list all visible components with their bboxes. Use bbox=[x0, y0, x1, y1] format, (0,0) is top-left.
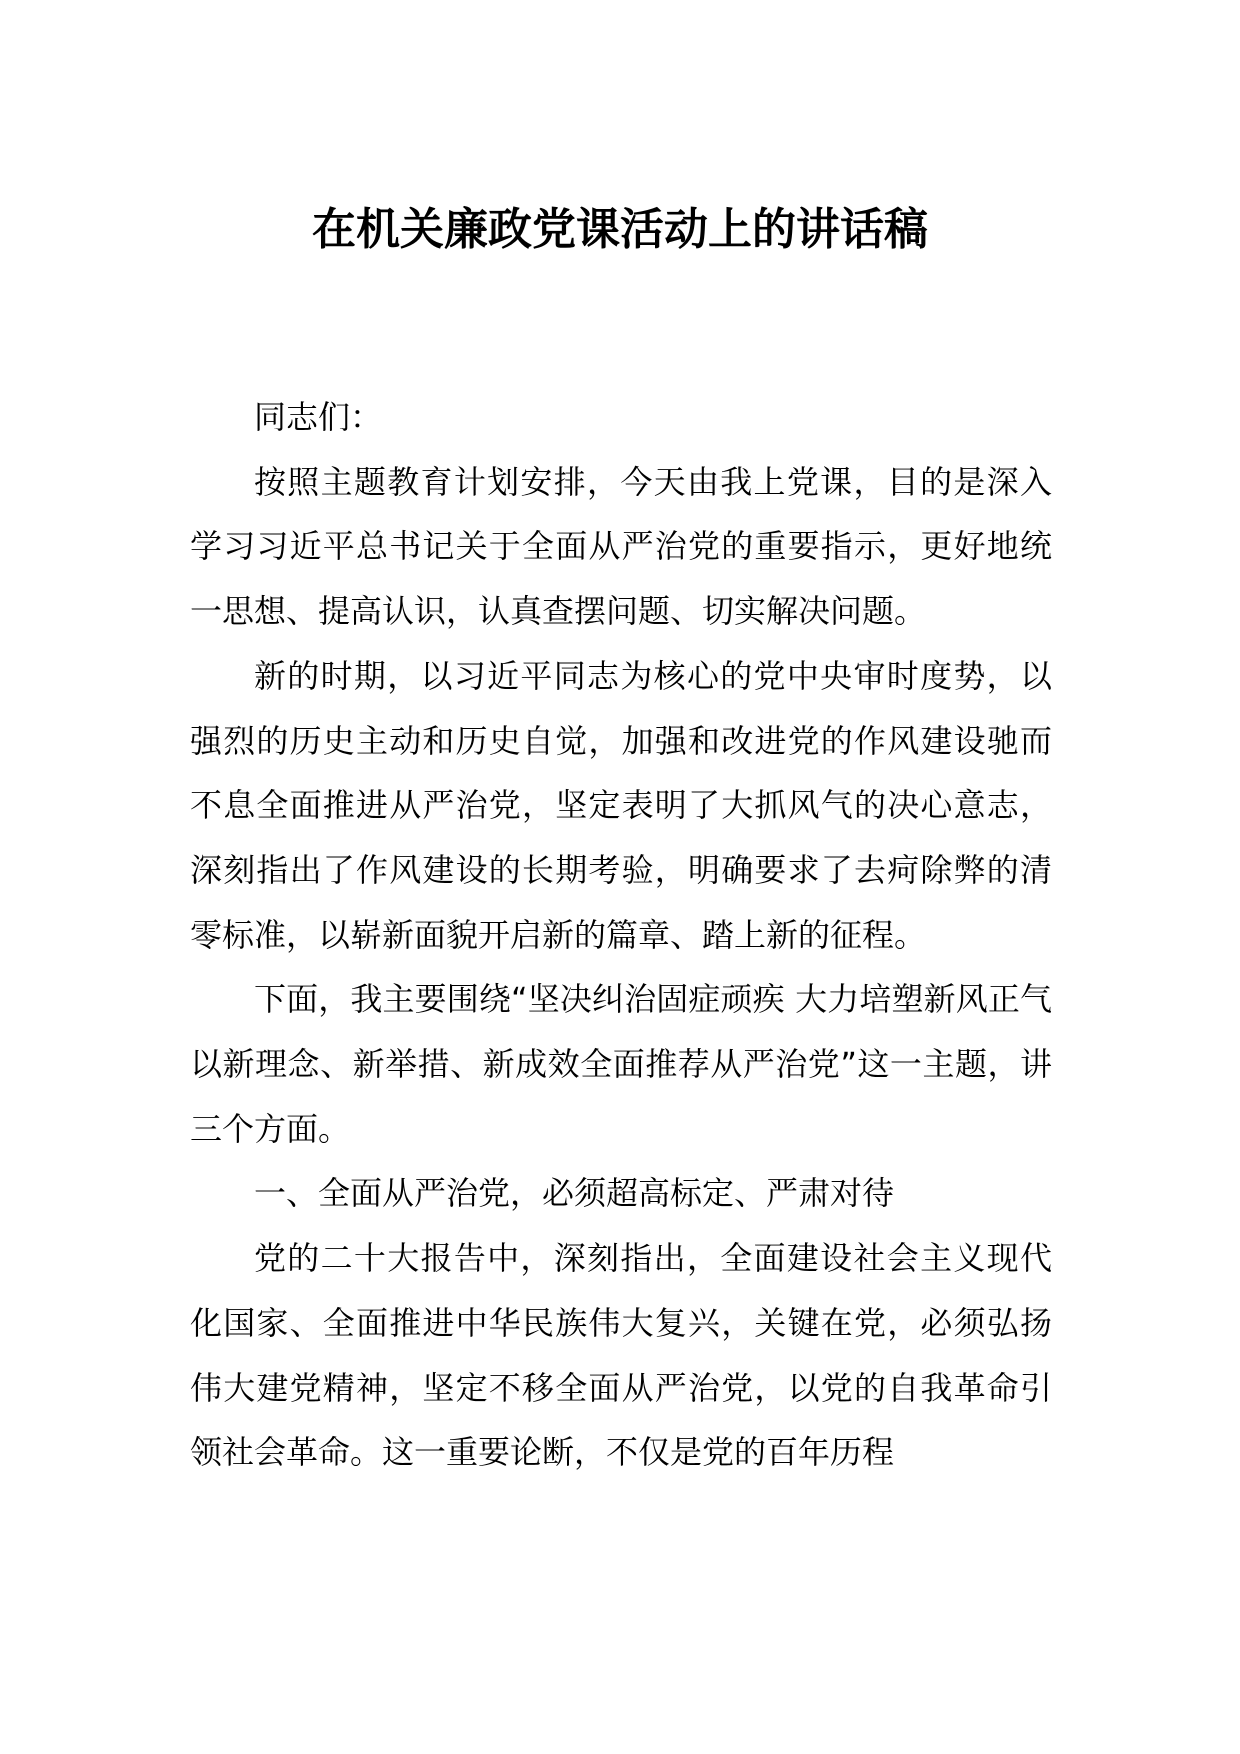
salutation-paragraph: 同志们： bbox=[254, 398, 383, 436]
document-body bbox=[190, 385, 1052, 1485]
body-paragraph: 按照主题教育计划安排，今天由我上党课，目的是深入学习习近平总书记关于全面从严治党的重要指示，更好地统一思想、提高认识，认真查摆问题、切实解决问题。 bbox=[190, 462, 1052, 631]
body-paragraph: 下面，我主要围绕“坚决纠治固症顽疾 大力培塑新风正气 以新理念、新举措、新成效全面推荐从严治党”这一主题，讲三个方面。 bbox=[190, 980, 1052, 1148]
body-paragraph: 党的二十大报告中，深刻指出，全面建设社会主义现代化国家、全面推进中华民族伟大复兴，关键在党，必须弘扬伟大建党精神，坚定不移全面从严治党，以党的自我革命引领社会革命。这一重要论断，不仅是党的百年历程 bbox=[190, 1239, 1052, 1472]
document-title: 在机关廉政党课活动上的讲话稿 bbox=[312, 204, 928, 255]
section-heading: 一、全面从严治党，必须超高标定、严肃对待 bbox=[254, 1174, 895, 1213]
body-paragraph: 新的时期，以习近平同志为核心的党中央审时度势，以强烈的历史主动和历史自觉，加强和改进党的作风建设驰而不息全面推进从严治党，坚定表明了大抓风气的决心意志，深刻指出了作风建设的长期考验，明确要求了去疴除弊的清零标准，以崭新面貌开启新的篇章、踏上新的征程。 bbox=[190, 656, 1052, 954]
